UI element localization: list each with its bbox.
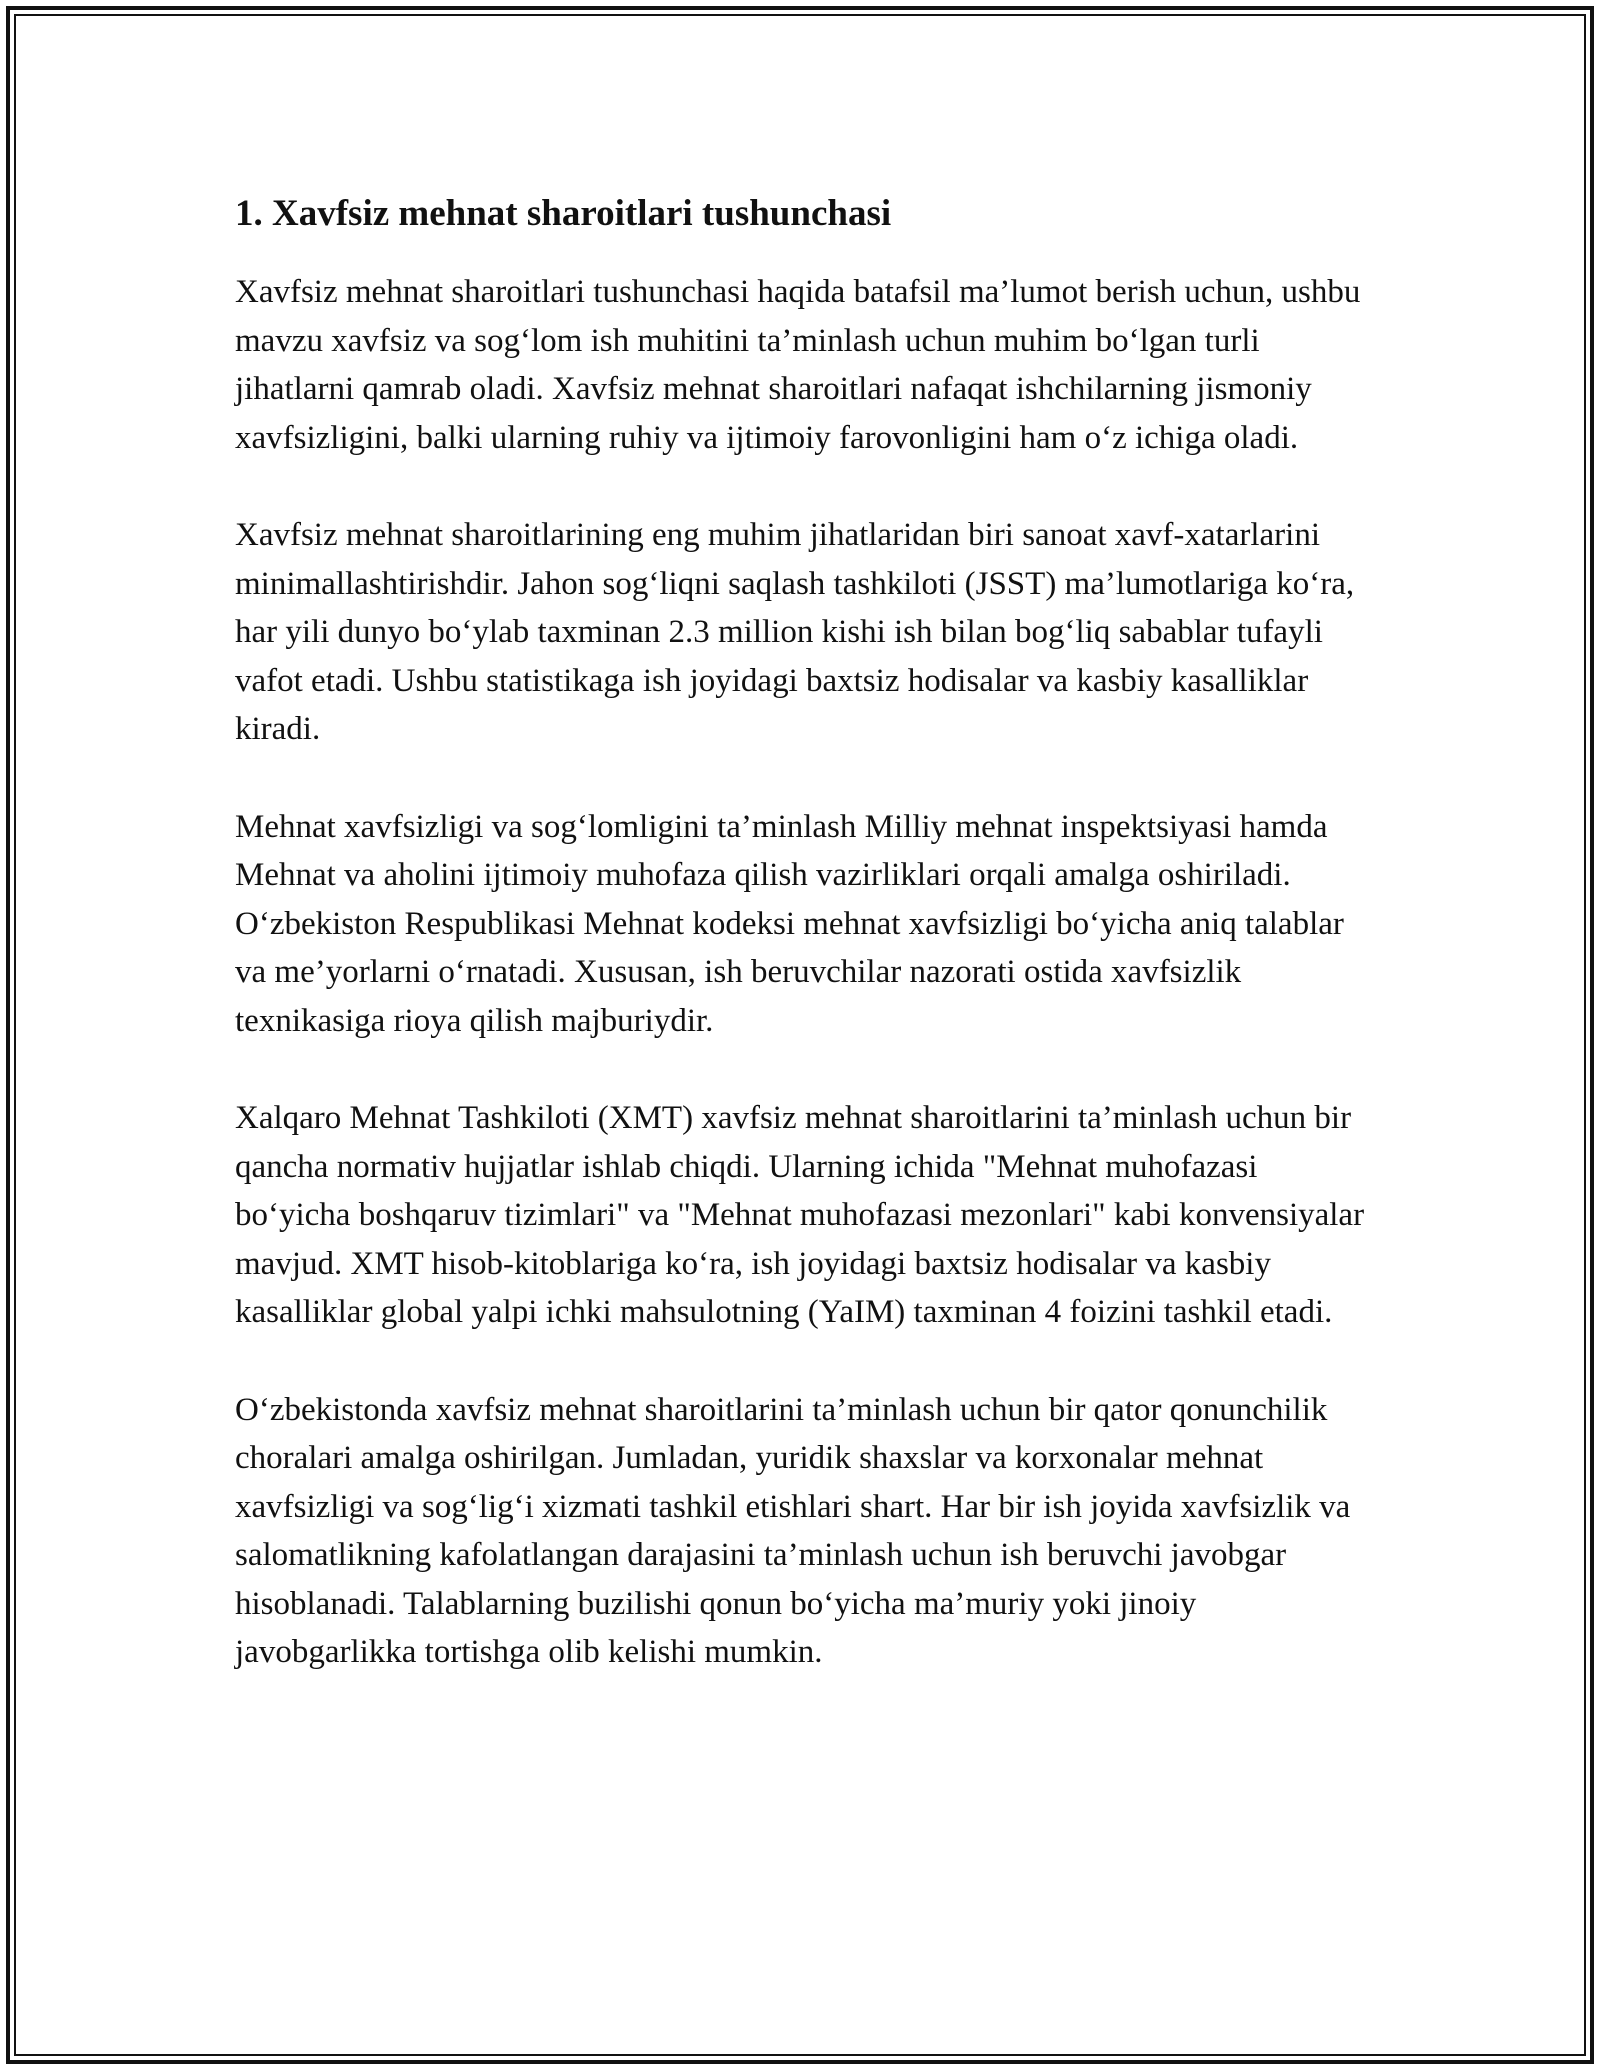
document-body <box>235 188 1365 1726</box>
paragraph-5: O‘zbekistonda xavfsiz mehnat sharoitlarini ta’minlash uchun bir qator qonunchilik choralari amalga oshirilgan. Jumladan, yuridik shaxslar va korxonalar mehnat xavfsizligi va sog‘lig‘i xizmati tashkil etishlari shart. Har bir ish joyida xavfsizlik va salomatlikning kafolatlangan darajasini ta’minlash uchun ish beruvchi javobgar hisoblanadi. Talablarning buzilishi qonun bo‘yicha ma’muriy yoki jinoiy javobgarlikka tortishga olib kelishi mumkin. <box>235 1391 1351 1670</box>
paragraph-2: Xavfsiz mehnat sharoitlarining eng muhim jihatlaridan biri sanoat xavf-xatarlarini minimallashtirishdir. Jahon sog‘liqni saqlash tashkiloti (JSST) ma’lumotlariga ko‘ra, har yili dunyo bo‘ylab taxminan 2.3 million kishi ish bilan bog‘liq sabablar tufayli vafot etadi. Ushbu statistikaga ish joyidagi baxtsiz hodisalar va kasbiy kasalliklar kiradi. <box>235 517 1355 747</box>
section-title: 1. Xavfsiz mehnat sharoitlari tushunchasi <box>235 193 892 234</box>
paragraph-1: Xavfsiz mehnat sharoitlari tushunchasi haqida batafsil ma’lumot berish uchun, ushbu mavzu xavfsiz va sog‘lom ish muhitini ta’minlash uchun muhim bo‘lgan turli jihatlarni qamrab oladi. Xavfsiz mehnat sharoitlari nafaqat ishchilarning jismoniy xavfsizligini, balki ularning ruhiy va ijtimoiy farovonligini ham o‘z ichiga oladi. <box>235 274 1361 456</box>
paragraph-3: Mehnat xavfsizligi va sog‘lomligini ta’minlash Milliy mehnat inspektsiyasi hamda Mehnat va aholini ijtimoiy muhofaza qilish vazirliklari orqali amalga oshiriladi. O‘zbekiston Respublikasi Mehnat kodeksi mehnat xavfsizligi bo‘yicha aniq talablar va me’yorlarni o‘rnatadi. Xususan, ish beruvchilar nazorati ostida xavfsizlik texnikasiga rioya qilish majburiydir. <box>235 808 1344 1039</box>
paragraph-4: Xalqaro Mehnat Tashkiloti (XMT) xavfsiz mehnat sharoitlarini ta’minlash uchun bir qancha normativ hujjatlar ishlab chiqdi. Ularning ichida "Mehnat muhofazasi bo‘yicha boshqaruv tizimlari" va "Mehnat muhofazasi mezonlari" kabi konvensiyalar mavjud. XMT hisob-kitoblariga ko‘ra, ish joyidagi baxtsiz hodisalar va kasbiy kasalliklar global yalpi ichki mahsulotning (YaIM) taxminan 4 foizini tashkil etadi. <box>235 1100 1365 1330</box>
